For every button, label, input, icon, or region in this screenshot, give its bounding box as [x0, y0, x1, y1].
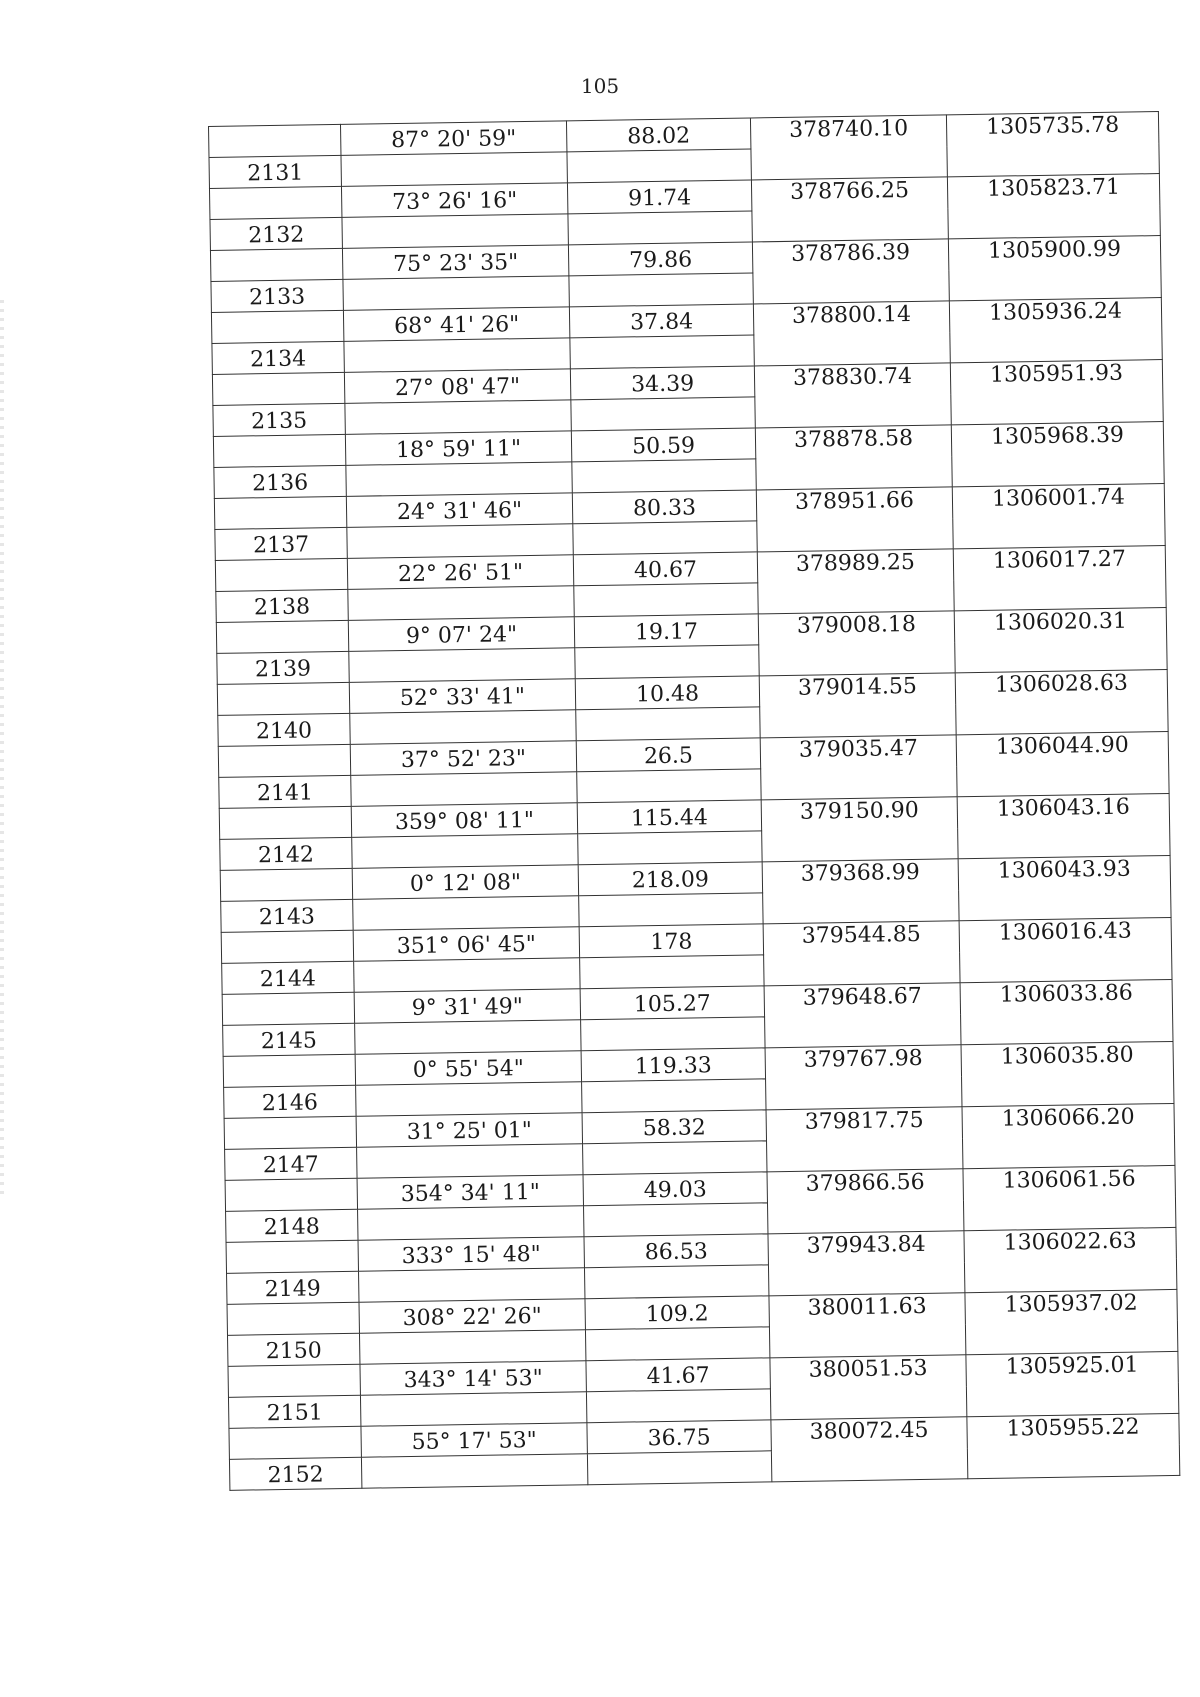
distance-cell: 178	[579, 924, 763, 958]
empty-cell	[574, 583, 758, 617]
empty-cell	[579, 893, 763, 927]
bearing-cell: 87° 20' 59"	[340, 121, 566, 156]
easting-cell: 1305955.22	[967, 1413, 1180, 1478]
empty-cell	[214, 496, 346, 529]
northing-cell: 380011.63	[769, 1293, 966, 1358]
empty-cell	[344, 338, 570, 373]
distance-cell: 34.39	[570, 366, 754, 400]
bearing-cell: 22° 26' 51"	[347, 555, 573, 590]
easting-cell: 1306020.31	[954, 608, 1167, 673]
distance-cell: 41.67	[586, 1358, 770, 1392]
easting-cell: 1306044.90	[956, 731, 1169, 796]
bearing-cell: 75° 23' 35"	[342, 245, 568, 280]
empty-cell	[580, 955, 764, 989]
empty-cell	[228, 1364, 360, 1397]
empty-cell	[223, 1054, 355, 1087]
empty-cell	[582, 1079, 766, 1113]
empty-cell	[341, 152, 567, 187]
station-cell: 2135	[213, 403, 345, 436]
empty-cell	[229, 1426, 361, 1459]
empty-cell	[345, 400, 571, 435]
station-cell: 2131	[209, 155, 341, 188]
easting-cell: 1306028.63	[955, 670, 1168, 735]
page-number: 105	[580, 74, 620, 98]
distance-cell: 19.17	[574, 614, 758, 648]
bearing-cell: 0° 55' 54"	[355, 1051, 581, 1086]
station-cell: 2132	[210, 217, 342, 250]
northing-cell: 380051.53	[770, 1355, 967, 1420]
distance-cell: 109.2	[585, 1296, 769, 1330]
easting-cell: 1306043.16	[957, 793, 1170, 858]
empty-cell	[226, 1240, 358, 1273]
northing-cell: 378951.66	[756, 487, 953, 552]
northing-cell: 379866.56	[767, 1169, 964, 1234]
table-body	[209, 112, 1180, 1491]
station-cell: 2133	[211, 279, 343, 312]
easting-cell: 1306043.93	[958, 855, 1171, 920]
empty-cell	[225, 1178, 357, 1211]
easting-cell: 1305823.71	[947, 174, 1160, 239]
empty-cell	[342, 214, 568, 249]
empty-cell	[576, 707, 760, 741]
northing-cell: 378766.25	[751, 177, 948, 242]
empty-cell	[220, 868, 352, 901]
empty-cell	[352, 834, 578, 869]
empty-cell	[353, 896, 579, 931]
northing-cell: 379008.18	[758, 611, 955, 676]
empty-cell	[351, 772, 577, 807]
northing-cell: 378786.39	[752, 239, 949, 304]
easting-cell: 1306033.86	[960, 979, 1173, 1044]
easting-cell: 1305951.93	[950, 360, 1163, 425]
station-cell: 2151	[228, 1395, 360, 1428]
empty-cell	[209, 124, 341, 157]
station-cell: 2137	[215, 527, 347, 560]
empty-cell	[357, 1144, 583, 1179]
northing-cell: 379368.99	[762, 859, 959, 924]
station-cell: 2144	[222, 961, 354, 994]
empty-cell	[584, 1265, 768, 1299]
northing-cell: 379035.47	[760, 735, 957, 800]
bearing-cell: 354° 34' 11"	[357, 1175, 583, 1210]
station-cell: 2136	[214, 465, 346, 498]
scan-edge-marks	[0, 300, 4, 1200]
station-cell: 2140	[218, 713, 350, 746]
distance-cell: 58.32	[582, 1110, 766, 1144]
station-cell: 2143	[221, 899, 353, 932]
northing-cell: 379767.98	[765, 1045, 962, 1110]
empty-cell	[343, 276, 569, 311]
empty-cell	[573, 521, 757, 555]
easting-cell: 1305735.78	[946, 112, 1159, 177]
distance-cell: 40.67	[573, 552, 757, 586]
empty-cell	[359, 1330, 585, 1365]
northing-cell: 379943.84	[768, 1231, 965, 1296]
bearing-cell: 351° 06' 45"	[353, 927, 579, 962]
empty-cell	[569, 273, 753, 307]
bearing-cell: 52° 33' 41"	[349, 679, 575, 714]
station-cell: 2152	[229, 1457, 361, 1490]
bearing-cell: 0° 12' 08"	[352, 865, 578, 900]
empty-cell	[583, 1141, 767, 1175]
station-cell: 2134	[212, 341, 344, 374]
northing-cell: 380072.45	[771, 1417, 968, 1482]
empty-cell	[221, 930, 353, 963]
empty-cell	[354, 958, 580, 993]
distance-cell: 36.75	[587, 1420, 771, 1454]
empty-cell	[219, 806, 351, 839]
distance-cell: 37.84	[569, 304, 753, 338]
station-cell: 2147	[225, 1147, 357, 1180]
bearing-cell: 27° 08' 47"	[344, 369, 570, 404]
distance-cell: 91.74	[567, 180, 751, 214]
bearing-cell: 359° 08' 11"	[351, 803, 577, 838]
easting-cell: 1306016.43	[959, 917, 1172, 982]
empty-cell	[584, 1203, 768, 1237]
bearing-cell: 24° 31' 46"	[346, 493, 572, 528]
empty-cell	[575, 645, 759, 679]
station-cell: 2149	[227, 1271, 359, 1304]
northing-cell: 379648.67	[764, 983, 961, 1048]
northing-cell: 378740.10	[750, 115, 947, 180]
empty-cell	[577, 769, 761, 803]
easting-cell: 1306035.80	[961, 1041, 1174, 1106]
distance-cell: 26.5	[576, 738, 760, 772]
bearing-cell: 73° 26' 16"	[341, 183, 567, 218]
easting-cell: 1306066.20	[962, 1103, 1175, 1168]
distance-cell: 115.44	[577, 800, 761, 834]
empty-cell	[568, 211, 752, 245]
empty-cell	[212, 372, 344, 405]
easting-cell: 1305968.39	[951, 422, 1164, 487]
empty-cell	[356, 1082, 582, 1117]
station-cell: 2150	[227, 1333, 359, 1366]
distance-cell: 105.27	[580, 986, 764, 1020]
empty-cell	[586, 1389, 770, 1423]
station-cell: 2141	[219, 775, 351, 808]
bearing-cell: 308° 22' 26"	[359, 1299, 585, 1334]
station-cell: 2146	[224, 1085, 356, 1118]
empty-cell	[218, 744, 350, 777]
northing-cell: 378878.58	[755, 425, 952, 490]
empty-cell	[581, 1017, 765, 1051]
empty-cell	[349, 648, 575, 683]
easting-cell: 1305925.01	[966, 1351, 1179, 1416]
bearing-cell: 55° 17' 53"	[361, 1423, 587, 1458]
empty-cell	[224, 1116, 356, 1149]
distance-cell: 49.03	[583, 1172, 767, 1206]
distance-cell: 79.86	[568, 242, 752, 276]
easting-cell: 1306061.56	[963, 1165, 1176, 1230]
empty-cell	[571, 397, 755, 431]
empty-cell	[585, 1327, 769, 1361]
distance-cell: 10.48	[575, 676, 759, 710]
empty-cell	[360, 1392, 586, 1427]
empty-cell	[350, 710, 576, 745]
bearing-cell: 18° 59' 11"	[345, 431, 571, 466]
bearing-cell: 68° 41' 26"	[343, 307, 569, 342]
empty-cell	[209, 186, 341, 219]
bearing-cell: 31° 25' 01"	[356, 1113, 582, 1148]
easting-cell: 1306017.27	[953, 546, 1166, 611]
empty-cell	[570, 335, 754, 369]
station-cell: 2148	[226, 1209, 358, 1242]
northing-cell: 379150.90	[761, 797, 958, 862]
empty-cell	[216, 620, 348, 653]
empty-cell	[347, 524, 573, 559]
empty-cell	[358, 1206, 584, 1241]
northing-cell: 379544.85	[763, 921, 960, 986]
easting-cell: 1305900.99	[948, 236, 1161, 301]
empty-cell	[213, 434, 345, 467]
empty-cell	[578, 831, 762, 865]
empty-cell	[355, 1020, 581, 1055]
easting-cell: 1305937.02	[965, 1289, 1178, 1354]
distance-cell: 86.53	[584, 1234, 768, 1268]
empty-cell	[215, 558, 347, 591]
survey-coordinates-table	[208, 111, 1180, 1491]
bearing-cell: 343° 14' 53"	[360, 1361, 586, 1396]
empty-cell	[346, 462, 572, 497]
empty-cell	[587, 1451, 771, 1485]
northing-cell: 378830.74	[754, 363, 951, 428]
bearing-cell: 9° 31' 49"	[354, 989, 580, 1024]
distance-cell: 50.59	[571, 428, 755, 462]
easting-cell: 1306001.74	[952, 484, 1165, 549]
empty-cell	[572, 459, 756, 493]
northing-cell: 378800.14	[753, 301, 950, 366]
empty-cell	[361, 1454, 587, 1489]
empty-cell	[348, 586, 574, 621]
empty-cell	[211, 310, 343, 343]
empty-cell	[359, 1268, 585, 1303]
easting-cell: 1306022.63	[964, 1227, 1177, 1292]
empty-cell	[567, 149, 751, 183]
bearing-cell: 333° 15' 48"	[358, 1237, 584, 1272]
northing-cell: 378989.25	[757, 549, 954, 614]
station-cell: 2145	[223, 1023, 355, 1056]
northing-cell: 379817.75	[766, 1107, 963, 1172]
bearing-cell: 9° 07' 24"	[348, 617, 574, 652]
distance-cell: 88.02	[566, 118, 750, 152]
distance-cell: 119.33	[581, 1048, 765, 1082]
station-cell: 2142	[220, 837, 352, 870]
empty-cell	[217, 682, 349, 715]
distance-cell: 80.33	[572, 490, 756, 524]
northing-cell: 379014.55	[759, 673, 956, 738]
empty-cell	[210, 248, 342, 281]
distance-cell: 218.09	[578, 862, 762, 896]
empty-cell	[227, 1302, 359, 1335]
station-cell: 2139	[217, 651, 349, 684]
bearing-cell: 37° 52' 23"	[350, 741, 576, 776]
easting-cell: 1305936.24	[949, 298, 1162, 363]
empty-cell	[222, 992, 354, 1025]
station-cell: 2138	[216, 589, 348, 622]
